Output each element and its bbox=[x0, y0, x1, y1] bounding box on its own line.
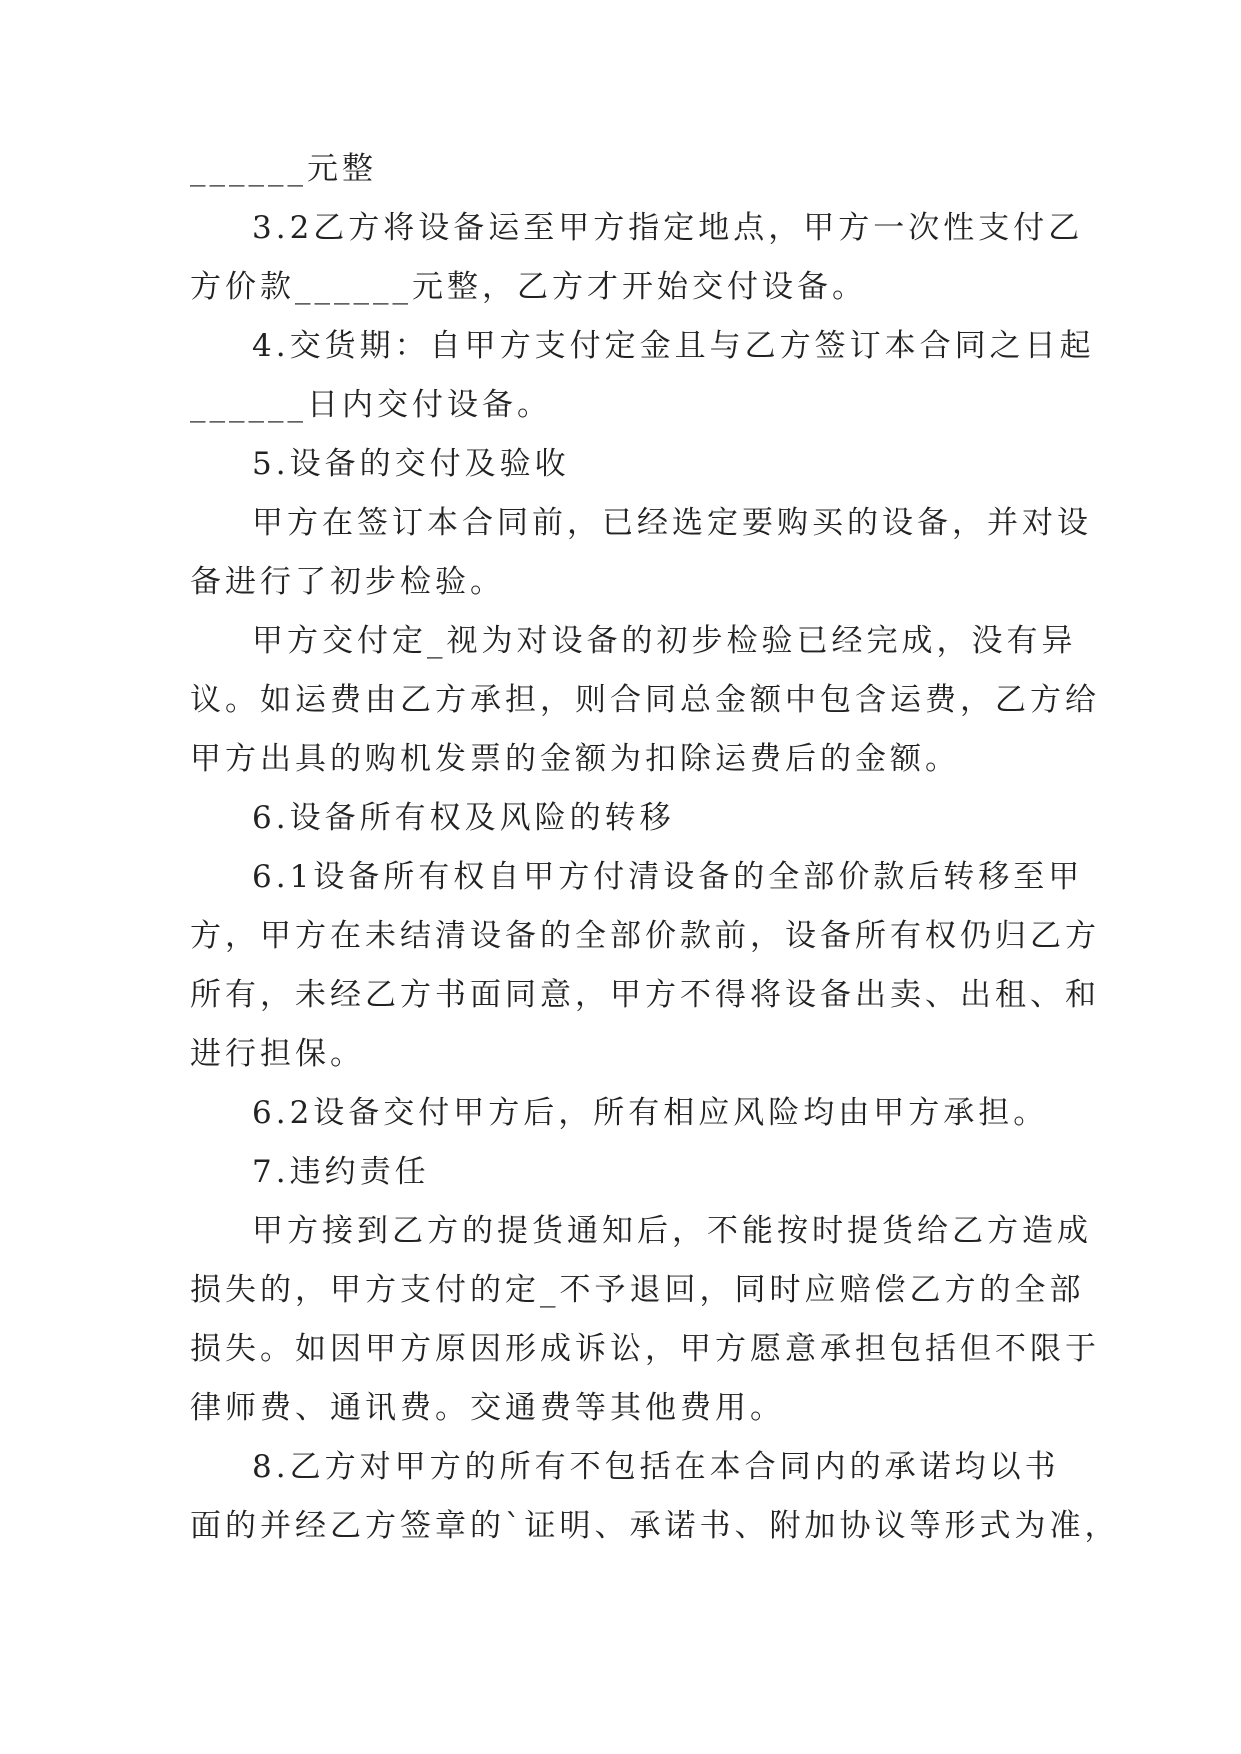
text-line: 方价款______元整，乙方才开始交付设备。 bbox=[190, 269, 867, 305]
text-line: 甲方接到乙方的提货通知后，不能按时提货给乙方造成 bbox=[252, 1213, 1092, 1249]
paragraph-clause-6-heading bbox=[190, 789, 1060, 848]
text-line: 面的并经乙方签章的`证明、承诺书、附加协议等形式为准， bbox=[190, 1508, 1120, 1544]
paragraph-clause-5-a bbox=[190, 494, 1092, 612]
paragraph-price-tail bbox=[190, 140, 1060, 199]
paragraph-clause-8 bbox=[190, 1438, 1120, 1556]
text-line: 议。如运费由乙方承担，则合同总金额中包含运费，乙方给 bbox=[190, 682, 1100, 718]
text-line: 方，甲方在未结清设备的全部价款前，设备所有权仍归乙方 bbox=[190, 918, 1100, 954]
text-line: 8.乙方对甲方的所有不包括在本合同内的承诺均以书 bbox=[252, 1449, 1060, 1485]
paragraph-clause-3-2 bbox=[190, 199, 1084, 317]
text-line: 7.违约责任 bbox=[252, 1154, 430, 1190]
text-line: 甲方出具的购机发票的金额为扣除运费后的金额。 bbox=[190, 741, 960, 777]
paragraph-clause-7-a bbox=[190, 1202, 1100, 1438]
text-line: 甲方交付定_视为对设备的初步检验已经完成，没有异 bbox=[252, 623, 1077, 659]
text-line: 律师费、通讯费。交通费等其他费用。 bbox=[190, 1390, 785, 1426]
text-line: 所有，未经乙方书面同意，甲方不得将设备出卖、出租、和 bbox=[190, 977, 1100, 1013]
text-line: 6.设备所有权及风险的转移 bbox=[252, 800, 675, 836]
text-line: 进行担保。 bbox=[190, 1036, 365, 1072]
text-line: 备进行了初步检验。 bbox=[190, 564, 505, 600]
text-line: 损失。如因甲方原因形成诉讼，甲方愿意承担包括但不限于 bbox=[190, 1331, 1100, 1367]
paragraph-clause-5-heading bbox=[190, 435, 1060, 494]
document-page bbox=[190, 140, 1120, 1556]
text-line: 6.1设备所有权自甲方付清设备的全部价款后转移至甲 bbox=[252, 859, 1084, 895]
paragraph-clause-7-heading bbox=[190, 1143, 1060, 1202]
text-line: 甲方在签订本合同前，已经选定要购买的设备，并对设 bbox=[252, 505, 1092, 541]
text-line: 5.设备的交付及验收 bbox=[252, 446, 570, 482]
paragraph-clause-6-2 bbox=[190, 1084, 1060, 1143]
paragraph-clause-5-b bbox=[190, 612, 1100, 789]
text-line: ______日内交付设备。 bbox=[190, 387, 552, 423]
paragraph-clause-4 bbox=[190, 317, 1095, 435]
text-line: 4.交货期：自甲方支付定金且与乙方签订本合同之日起 bbox=[252, 328, 1095, 364]
text-line: 3.2乙方将设备运至甲方指定地点，甲方一次性支付乙 bbox=[252, 210, 1084, 246]
text-line: 损失的，甲方支付的定_不予退回，同时应赔偿乙方的全部 bbox=[190, 1272, 1085, 1308]
paragraph-clause-6-1 bbox=[190, 848, 1100, 1084]
text-line: ______元整 bbox=[190, 151, 377, 187]
text-line: 6.2设备交付甲方后，所有相应风险均由甲方承担。 bbox=[252, 1095, 1049, 1131]
